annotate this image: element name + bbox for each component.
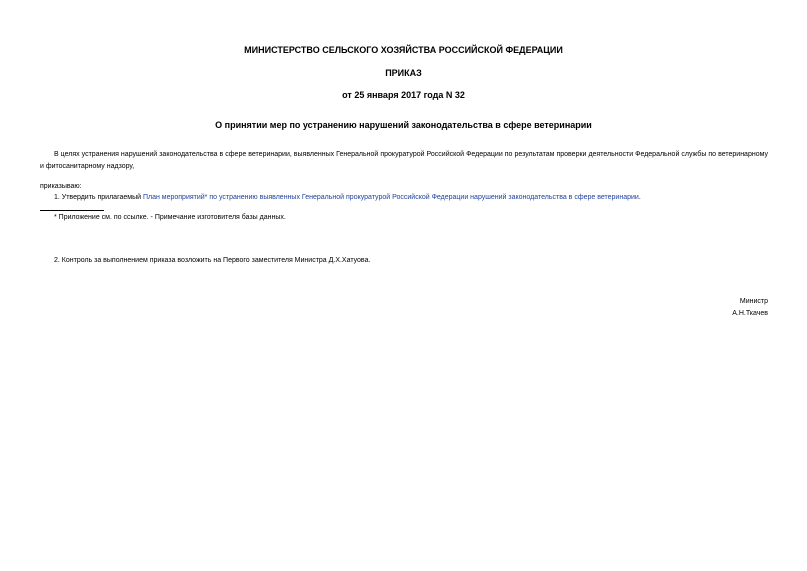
item-2: 2. Контроль за выполнением приказа возложить на Первого заместителя Министра Д.Х.Хатуова. (54, 257, 371, 264)
item-1 (40, 192, 768, 204)
signature-position: Министр (739, 298, 768, 305)
footnote-divider (40, 210, 104, 211)
ministry-name: МИНИСТЕРСТВО СЕЛЬСКОГО ХОЗЯЙСТВА РОССИЙСКОЙ ФЕДЕРАЦИИ (244, 45, 563, 55)
item-1-prefix: 1. Утвердить прилагаемый (54, 194, 143, 201)
intro-paragraph: В целях устранения нарушений законодательства в сфере ветеринарии, выявленных Генеральной прокуратурой Российской Федерации по результатам проверки деятельности Федеральной службы по ветеринарному и фитосанитарному надзору, (40, 151, 768, 170)
plan-document-link[interactable]: План мероприятий* по устранению выявленных Генеральной прокуратурой Российской Федерации нарушений законодательства в сфере ветеринарии (142, 194, 639, 201)
footnote-text: * Приложение см. по ссылке. - Примечание изготовителя базы данных. (54, 214, 286, 221)
signature-block (732, 296, 768, 320)
document-title: О принятии мер по устранению нарушений законодательства в сфере ветеринарии (215, 120, 592, 130)
decree-word: приказываю: (40, 183, 82, 190)
signature-name: А.Н.Ткачев (732, 310, 768, 317)
item-1-suffix: . (638, 194, 641, 201)
document-type: ПРИКАЗ (385, 68, 422, 78)
document-date-number: от 25 января 2017 года N 32 (342, 90, 465, 100)
